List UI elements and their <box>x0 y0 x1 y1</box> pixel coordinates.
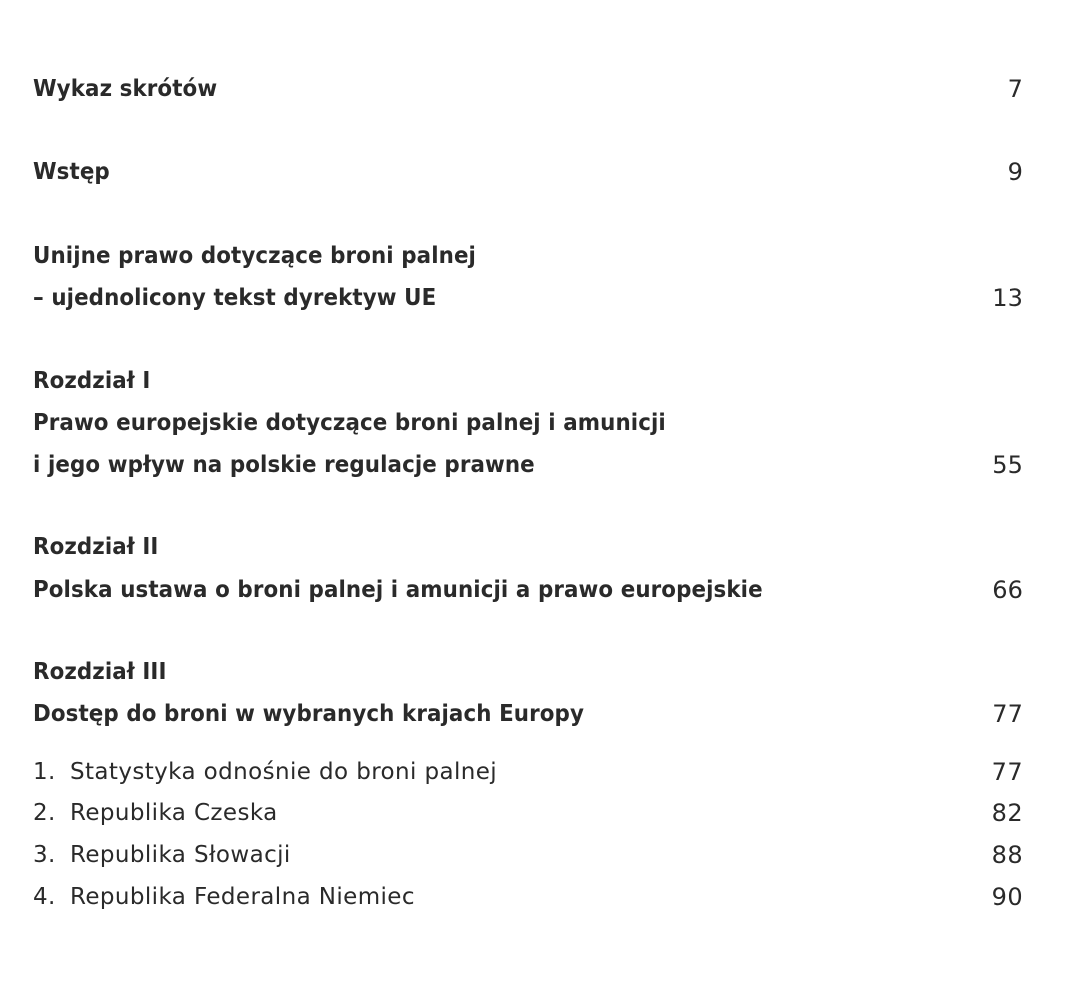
toc-subsection-number: 4. <box>33 884 56 910</box>
toc-chapter-label: Rozdział III <box>33 659 167 685</box>
toc-entry-title: Wstęp <box>33 159 110 185</box>
toc-page-number: 9 <box>1007 158 1023 186</box>
toc-subsection <box>33 876 1023 918</box>
toc-page-number: 90 <box>991 883 1023 911</box>
toc-subsection-number: 2. <box>33 800 56 826</box>
toc-entry-title-line-2: i jego wpływ na polskie regulacje prawne <box>33 452 535 478</box>
toc-subsection-number: 1. <box>33 759 56 785</box>
toc-page-number: 82 <box>991 799 1023 827</box>
toc-page-number: 13 <box>992 284 1023 312</box>
toc-entry-title-line-1: Unijne prawo dotyczące broni palnej <box>33 243 476 269</box>
toc-entry-title: Polska ustawa o broni palnej i amunicji a prawo europejskie <box>33 577 763 603</box>
toc-entry-title-line-1: Prawo europejskie dotyczące broni palnej i amunicji <box>33 410 666 436</box>
toc-entry-title: Wykaz skrótów <box>33 76 218 102</box>
toc-subsection-title: Statystyka odnośnie do broni palnej <box>70 759 498 785</box>
toc-page-number: 55 <box>992 451 1023 479</box>
toc-subsection <box>33 792 1023 834</box>
toc-subsection <box>33 834 1023 876</box>
toc-page-number: 7 <box>1007 75 1023 103</box>
toc-page-number: 77 <box>992 700 1023 728</box>
toc-subsection-title: Republika Federalna Niemiec <box>70 884 415 910</box>
toc-page-number: 66 <box>992 576 1023 604</box>
toc-page-number: 77 <box>991 758 1023 786</box>
toc-subsection-title: Republika Słowacji <box>70 842 291 868</box>
toc-subsection <box>33 751 1023 793</box>
toc-subsection-number: 3. <box>33 842 56 868</box>
toc-entry-title: Dostęp do broni w wybranych krajach Europy <box>33 701 584 727</box>
toc-subsection-title: Republika Czeska <box>70 800 278 826</box>
toc-chapter-label: Rozdział II <box>33 534 159 560</box>
toc-entry-title-line-2: – ujednolicony tekst dyrektyw UE <box>33 285 437 311</box>
toc-chapter-label: Rozdział I <box>33 368 151 394</box>
toc-page-number: 88 <box>991 841 1023 869</box>
